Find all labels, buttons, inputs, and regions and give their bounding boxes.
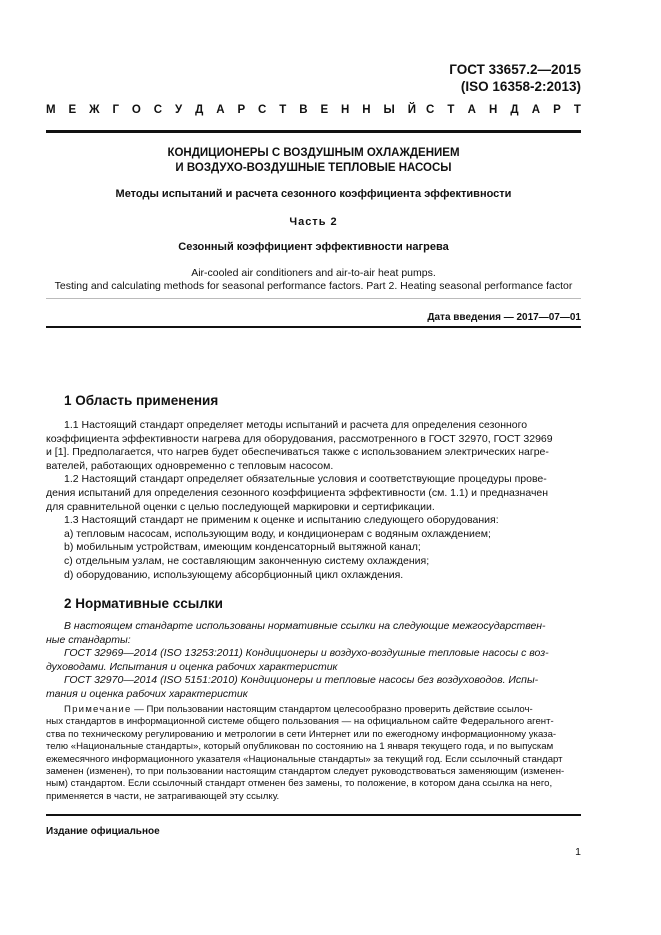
banner-letter: В xyxy=(299,104,308,116)
reference-line: ГОСТ 32969—2014 (ISO 13253:2011) Кондиционеры и воздухо-воздушные тепловые насосы с воз- xyxy=(64,647,549,660)
paragraph-line: дения испытаний для определения сезонного коэффициента эффективности (см. 1.1) и предназначен xyxy=(46,486,549,499)
banner-letter: С xyxy=(258,104,267,116)
note-line: телю «Национальные стандарты», который опубликован по состоянию на 1 января текущего года, и по выпускам xyxy=(46,741,554,753)
banner-letter: Н xyxy=(362,104,371,116)
reference-line: тания и оценка рабочих характеристик xyxy=(46,687,248,700)
paragraph-line: коэффициента эффективности нагрева для оборудования, рассмотренного в ГОСТ 32970, ГОСТ 32969 xyxy=(46,432,553,445)
paragraph-line: для сравнительной оценки с целью последующей маркировки и сертификации. xyxy=(46,500,435,513)
english-title xyxy=(46,267,581,293)
title-divider xyxy=(46,298,581,299)
banner-letter: Т xyxy=(573,104,581,116)
page-number: 1 xyxy=(575,846,581,858)
paragraph-line: 1.2 Настоящий стандарт определяет обязательные условия и соответствующие процедуры прове- xyxy=(64,473,547,486)
document-title xyxy=(46,146,581,176)
title-line: КОНДИЦИОНЕРЫ С ВОЗДУШНЫМ ОХЛАЖДЕНИЕМ xyxy=(167,147,460,159)
banner-letter: Т xyxy=(447,104,455,116)
banner-letter: А xyxy=(216,104,225,116)
part-title: Сезонный коэффициент эффективности нагрева xyxy=(178,241,449,253)
banner-letter: Ж xyxy=(89,104,100,116)
intro-divider xyxy=(46,326,581,328)
paragraph-line: вателей, работающих одновременно с тепловым насосом. xyxy=(46,459,334,472)
paragraph-line: 1.3 Настоящий стандарт не применим к оценке и испытанию следующего оборудования: xyxy=(64,514,499,527)
note-line: ства по техническому регулированию и метрологии в сети Интернет или по ежегодному информационному указа- xyxy=(46,728,557,740)
paragraph-line: В настоящем стандарте использованы нормативные ссылки на следующие межгосударствен- xyxy=(64,620,546,632)
note-line: ежемесячного информационного указателя «Национальные стандарты» за текущий год. Если ссылочный стандарт xyxy=(46,753,563,765)
header-divider xyxy=(46,130,581,133)
banner-letter: Н xyxy=(341,104,350,116)
list-item: c) отдельным узлам, не составляющим законченную систему охлаждения; xyxy=(64,554,430,567)
section-2-body xyxy=(46,620,581,702)
reference-note xyxy=(46,704,581,803)
banner-letter: Р xyxy=(553,104,561,116)
reference-line: духоводами. Испытания и оценка рабочих характеристик xyxy=(46,660,338,673)
banner-letter: А xyxy=(531,104,541,116)
paragraph-line: ные стандарты: xyxy=(46,633,131,646)
title-line: И ВОЗДУХО-ВОЗДУШНЫЕ ТЕПЛОВЫЕ НАСОСЫ xyxy=(175,162,452,174)
banner-letter: С xyxy=(153,104,163,116)
banner-letter: С xyxy=(426,104,435,116)
section-1-heading: 1 Область применения xyxy=(64,393,219,408)
banner-letter: У xyxy=(175,104,183,116)
note-line: — При пользовании настоящим стандартом целесообразно проверить действие ссылоч- xyxy=(131,704,533,715)
english-title-line: Testing and calculating methods for seasonal performance factors. Part 2. Heating seasonal performance factor xyxy=(54,280,573,292)
standard-code-gost: ГОСТ 33657.2—2015 xyxy=(449,62,581,77)
banner-letter: Г xyxy=(112,104,119,116)
banner-letter: Й xyxy=(407,104,416,116)
document-subtitle: Методы испытаний и расчета сезонного коэффициента эффективности xyxy=(115,188,512,200)
banner-word-interstate xyxy=(46,104,416,116)
banner-letter: Т xyxy=(279,104,287,116)
list-item: d) оборудованию, использующему абсорбционный цикл охлаждения. xyxy=(64,568,404,581)
banner-letter: Н xyxy=(488,104,498,116)
section-2-heading: 2 Нормативные ссылки xyxy=(64,596,223,611)
banner-word-standard xyxy=(426,104,581,116)
interstate-standard-banner xyxy=(46,104,581,116)
note-line: применяется в части, не затрагивающей эту ссылку. xyxy=(46,790,280,802)
reference-line: ГОСТ 32970—2014 (ISO 5151:2010) Кондиционеры и тепловые насосы без воздуховодов. Испы- xyxy=(64,674,539,687)
note-line: заменен (изменен), то при пользовании настоящим стандартом следует руководствоваться заменяющим (изменен- xyxy=(46,766,565,778)
banner-letter: О xyxy=(131,104,141,116)
list-item: a) тепловым насосам, использующим воду, и кондиционерам с водяным охлаждением; xyxy=(64,527,491,540)
note-label: Примечание xyxy=(64,704,132,715)
banner-letter: Е xyxy=(68,104,77,116)
section-1-body xyxy=(46,419,581,582)
standard-code-iso: (ISO 16358-2:2013) xyxy=(460,79,581,94)
banner-letter: Д xyxy=(195,104,204,116)
note-line: ным) стандартом. Если ссылочный стандарт отменен без замены, то положение, в котором дана ссылка на него, xyxy=(46,778,553,790)
introduction-date: Дата введения — 2017—07—01 xyxy=(427,312,581,323)
paragraph-line: 1.1 Настоящий стандарт определяет методы испытаний и расчета для определения сезонного xyxy=(64,419,528,431)
banner-letter: М xyxy=(46,104,56,116)
banner-letter: Д xyxy=(510,104,519,116)
banner-letter: А xyxy=(467,104,476,116)
footer-divider xyxy=(46,814,581,816)
banner-letter: Ы xyxy=(383,104,395,116)
official-edition-label: Издание официальное xyxy=(46,826,160,837)
list-item: b) мобильным устройствам, имеющим конденсаторный вытяжной канал; xyxy=(64,541,421,554)
part-label: Часть 2 xyxy=(289,216,338,228)
banner-letter: Е xyxy=(320,104,329,116)
banner-letter: Р xyxy=(237,104,246,116)
note-line: ных стандартов в информационной системе общего пользования — на официальном сайте Федерального агент- xyxy=(46,716,554,728)
standard-code xyxy=(449,61,581,95)
paragraph-line: и [1]. Предполагается, что нагрев будет обеспечиваться также с использованием электрических нагре- xyxy=(46,446,549,459)
english-title-line: Air-cooled air conditioners and air-to-air heat pumps. xyxy=(191,267,436,279)
